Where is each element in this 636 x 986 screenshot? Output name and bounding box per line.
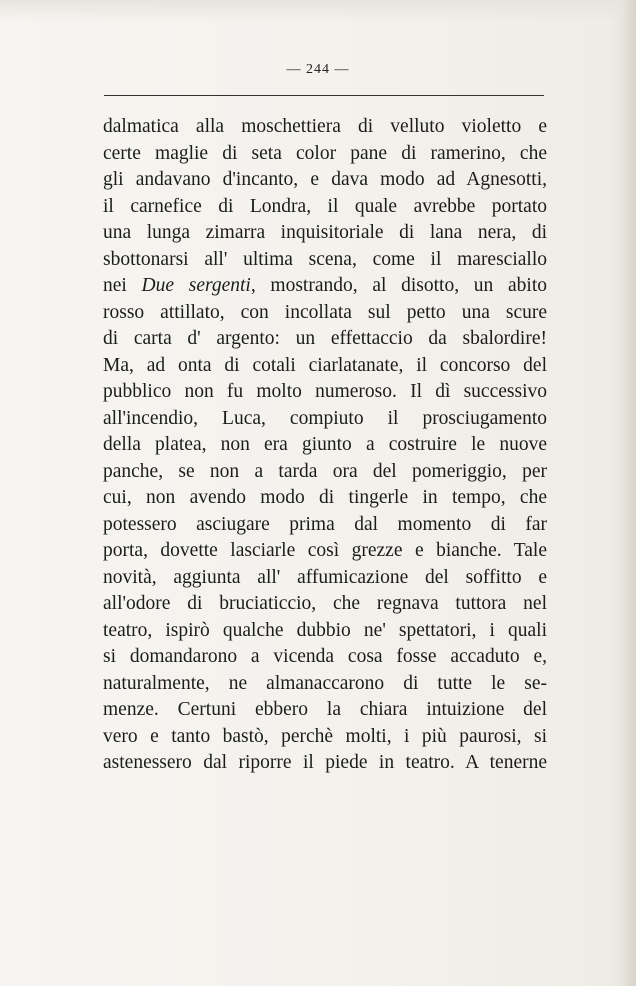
text-line: della platea, non era giunto a costruire le nuove	[103, 434, 547, 455]
text-line: una lunga zimarra inquisitoriale di lana nera, di	[103, 222, 547, 243]
text-line: novità, aggiunta all' affumicazione del soffitto e	[103, 566, 547, 588]
text-line: il carnefice di Londra, il quale avrebbe portato	[103, 195, 547, 217]
text-line: astenessero dal riporre il piede in teatro. A tenerne	[103, 752, 547, 773]
text-line: porta, dovette lasciarle così grezze e bianche. Tale	[103, 540, 547, 561]
text-line: cui, non avendo modo di tingerle in tempo, che	[103, 487, 547, 508]
text-line: panche, se non a tarda ora del pomeriggio, per	[103, 460, 547, 482]
body-text	[103, 114, 547, 777]
text-line: menze. Certuni ebbero la chiara intuizione del	[103, 699, 547, 720]
text-line: teatro, ispirò qualche dubbio ne' spettatori, i quali	[103, 619, 547, 641]
text-fragment: , mostrando, al disotto, un abito	[250, 275, 547, 296]
page-edge-shadow	[622, 0, 636, 986]
text-line: sbottonarsi all' ultima scena, come il maresciallo	[103, 248, 547, 270]
text-line: si domandarono a vicenda cosa fosse accaduto e,	[103, 646, 547, 667]
text-fragment: nei	[103, 275, 142, 296]
text-line: di carta d' argento: un effettaccio da sbalordire!	[103, 328, 547, 349]
text-line-with-title	[103, 273, 547, 300]
text-line: rosso attillato, con incollata sul petto una scure	[103, 301, 547, 323]
text-line: naturalmente, ne almanaccarono di tutte le se-	[103, 672, 547, 694]
text-line: gli andavano d'incanto, e dava modo ad Agnesotti,	[103, 169, 547, 190]
page-number: — 244 —	[286, 62, 350, 77]
text-line: all'incendio, Luca, compiuto il prosciugamento	[103, 407, 547, 429]
text-line: potessero asciugare prima dal momento di far	[103, 513, 547, 535]
text-line: vero e tanto bastò, perchè molti, i più paurosi, si	[103, 725, 547, 747]
page-top-shadow	[0, 0, 636, 22]
text-line: certe maglie di seta color pane di ramerino, che	[103, 142, 547, 164]
opera-title: Due sergenti	[141, 275, 251, 296]
text-line: all'odore di bruciaticcio, che regnava tuttora nel	[103, 593, 547, 614]
text-line: Ma, ad onta di cotali ciarlatanate, il concorso del	[103, 354, 547, 376]
header-rule	[104, 95, 544, 96]
text-line: dalmatica alla moschettiera di velluto violetto e	[103, 116, 547, 137]
text-line: pubblico non fu molto numeroso. Il dì successivo	[103, 381, 547, 402]
